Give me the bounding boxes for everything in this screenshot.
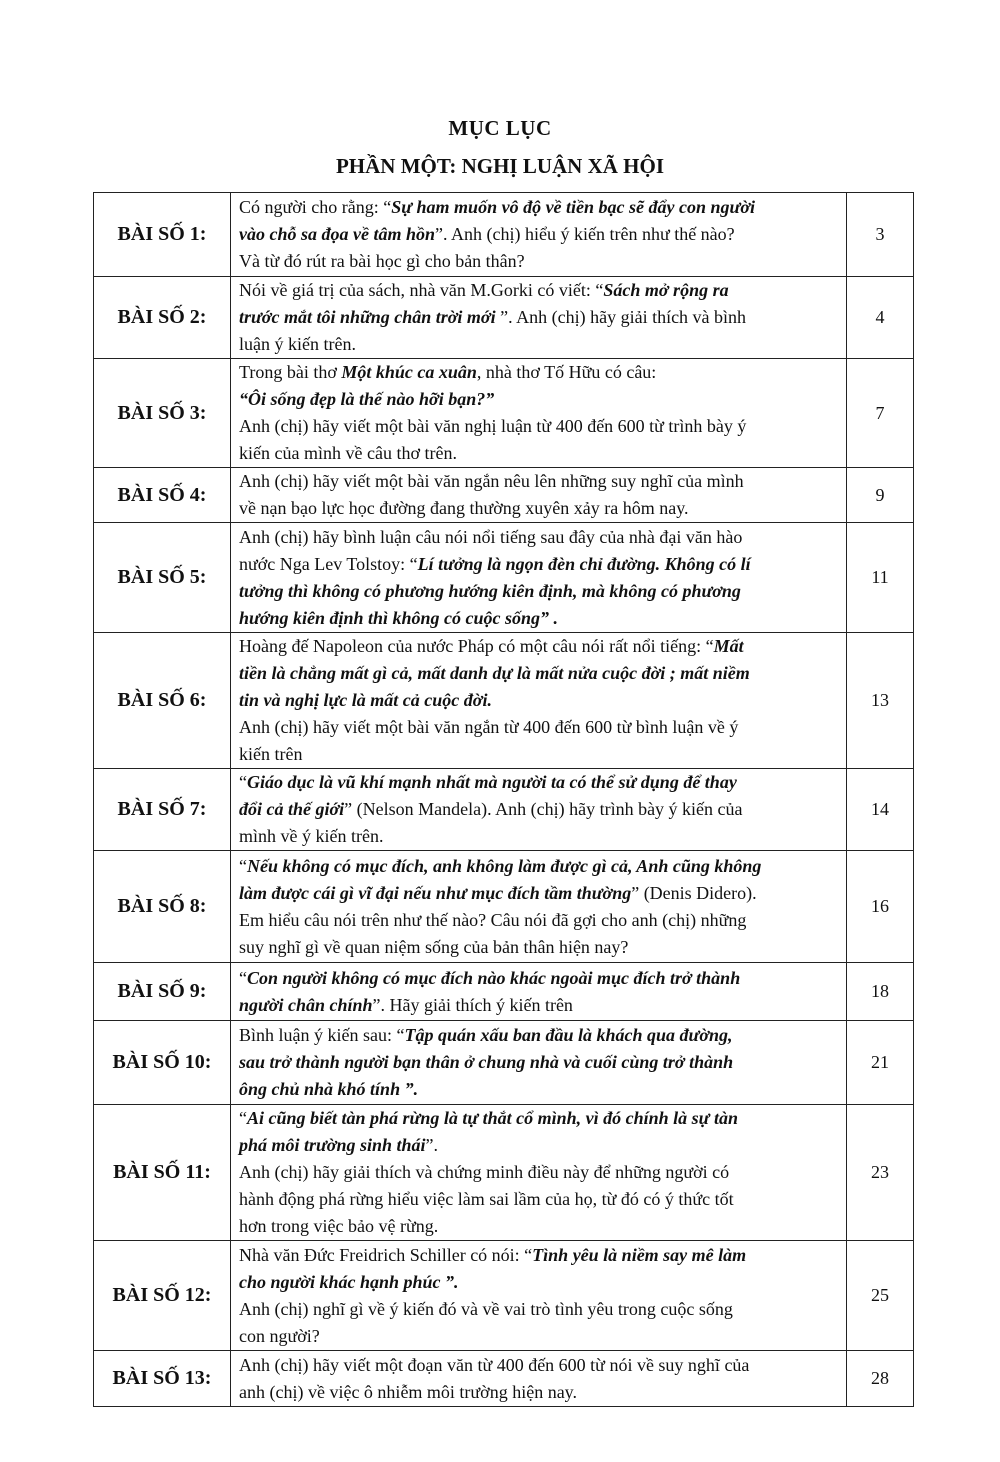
prompt-text: Và từ đó rút ra bài học gì cho bản thân? (239, 251, 525, 271)
prompt-line (239, 965, 838, 992)
prompt-line (239, 524, 838, 551)
page-number: 25 (847, 1241, 914, 1351)
prompt-text: Anh (chị) hãy bình luận câu nói nổi tiếng sau đây của nhà đại văn hào (239, 526, 743, 547)
page-number: 11 (847, 523, 914, 633)
exercise-label: BÀI SỐ 6: (94, 633, 231, 769)
prompt-line (239, 331, 838, 358)
quote-text: làm được cái gì vĩ đại nếu như mục đích tầm thường (239, 882, 632, 903)
toc-row (94, 359, 914, 468)
exercise-label: BÀI SỐ 12: (94, 1241, 231, 1351)
prompt-text: Bình luận ý kiến sau: “ (239, 1025, 405, 1045)
prompt-text: Trong bài thơ (239, 362, 342, 382)
page-number: 16 (847, 851, 914, 963)
toc-row (94, 1021, 914, 1105)
toc-row (94, 1105, 914, 1241)
exercise-label: BÀI SỐ 4: (94, 468, 231, 523)
prompt-text: Nhà văn Đức Freidrich Schiller có nói: “ (239, 1244, 533, 1265)
page-number: 7 (847, 359, 914, 468)
prompt-text: ”. Anh (chị) hãy giải thích và bình (495, 307, 747, 327)
prompt-line (239, 194, 838, 221)
prompt-line (239, 880, 838, 907)
prompt-line (239, 853, 838, 880)
page-number: 23 (847, 1105, 914, 1241)
quote-text: Sách mở rộng ra (603, 280, 729, 300)
prompt-line (239, 1379, 838, 1406)
toc-row (94, 277, 914, 359)
exercise-prompt (231, 277, 847, 359)
quote-text: Ôi sống đẹp là thế nào hỡi bạn? (248, 389, 486, 409)
prompt-line (239, 796, 838, 823)
prompt-line (239, 1132, 838, 1159)
prompt-text: ” (Nelson Mandela). Anh (chị) hãy trình bày ý kiến của (344, 799, 743, 819)
toc-row (94, 963, 914, 1021)
prompt-line (239, 248, 838, 275)
prompt-text: mình về ý kiến trên. (239, 826, 384, 846)
exercise-label: BÀI SỐ 11: (94, 1105, 231, 1241)
prompt-line (239, 304, 838, 331)
prompt-text: kiến của mình về câu thơ trên. (239, 443, 457, 463)
prompt-line (239, 277, 838, 304)
prompt-line (239, 687, 838, 714)
exercise-prompt (231, 1105, 847, 1241)
quote-text: “ (239, 389, 248, 409)
prompt-line (239, 1159, 838, 1186)
exercise-prompt (231, 851, 847, 963)
page-number: 21 (847, 1021, 914, 1105)
prompt-text: ”. Anh (chị) hiểu ý kiến trên như thế nào? (435, 224, 735, 244)
prompt-text: Hoàng đế Napoleon của nước Pháp có một câu nói rất nổi tiếng: “ (239, 636, 714, 656)
prompt-text: Nói về giá trị của sách, nhà văn M.Gorki có viết: “ (239, 280, 604, 300)
prompt-text: suy nghĩ gì về quan niệm sống của bản thân hiện nay? (239, 936, 629, 957)
prompt-text: “ (239, 772, 247, 792)
prompt-text: Anh (chị) hãy viết một bài văn ngắn từ 400 đến 600 từ bình luận về ý (239, 717, 739, 737)
prompt-text: Anh (chị) hãy viết một bài văn nghị luận từ 400 đến 600 từ trình bày ý (239, 416, 747, 436)
toc-row (94, 468, 914, 523)
prompt-line (239, 1105, 838, 1132)
prompt-line (239, 440, 838, 467)
prompt-line (239, 1049, 838, 1076)
exercise-label: BÀI SỐ 5: (94, 523, 231, 633)
quote-text: phá môi trường sinh thái (239, 1135, 426, 1155)
quote-text: ” . (540, 607, 559, 628)
page-number: 4 (847, 277, 914, 359)
quote-text: Lí tưởng là ngọn đèn chỉ đường. Không có lí (417, 553, 751, 574)
prompt-text: về nạn bạo lực học đường đang thường xuyên xảy ra hôm nay. (239, 498, 689, 518)
prompt-text: nước Nga Lev Tolstoy: “ (239, 553, 418, 574)
prompt-line (239, 907, 838, 934)
page-title: MỤC LỤC (448, 116, 552, 140)
quote-text: hướng kiên định thì không có cuộc sống (239, 607, 541, 628)
quote-text: Con người không có mục đích nào khác ngoài mục đích trở thành (247, 967, 741, 988)
quote-text: Sự ham muốn vô độ về tiền bạc sẽ đẩy con người (391, 197, 755, 217)
prompt-text: , nhà thơ Tố Hữu có câu: (476, 362, 657, 382)
prompt-text: Anh (chị) nghĩ gì về ý kiến đó và về vai trò tình yêu trong cuộc sống (239, 1298, 733, 1319)
prompt-line (239, 660, 838, 687)
toc-row (94, 193, 914, 277)
prompt-line (239, 823, 838, 850)
quote-text: Giáo dục là vũ khí mạnh nhất mà người ta có thể sử dụng để thay (247, 772, 737, 792)
prompt-text: hành động phá rừng hiểu việc làm sai lầm của họ, từ đó có ý thức tốt (239, 1189, 734, 1209)
prompt-line (239, 741, 838, 768)
quote-text: ” (485, 389, 495, 409)
toc-row (94, 633, 914, 769)
exercise-label: BÀI SỐ 9: (94, 963, 231, 1021)
prompt-text: luận ý kiến trên. (239, 334, 356, 354)
page-number: 14 (847, 769, 914, 851)
exercise-label: BÀI SỐ 1: (94, 193, 231, 277)
prompt-text: anh (chị) về việc ô nhiễm môi trường hiện nay. (239, 1381, 578, 1402)
prompt-line (239, 359, 838, 386)
quote-text: Tập quán xấu ban đầu là khách qua đường, (404, 1025, 733, 1045)
page-number: 3 (847, 193, 914, 277)
prompt-text: “ (239, 855, 247, 876)
exercise-prompt (231, 193, 847, 277)
quote-text: người chân chính (239, 994, 373, 1015)
exercise-prompt (231, 523, 847, 633)
exercise-label: BÀI SỐ 13: (94, 1351, 231, 1407)
toc-row (94, 1241, 914, 1351)
exercise-label: BÀI SỐ 7: (94, 769, 231, 851)
toc-row (94, 851, 914, 963)
prompt-line (239, 714, 838, 741)
exercise-prompt (231, 769, 847, 851)
quote-text: tiền là chẳng mất gì cả, mất danh dự là mất nửa cuộc đời ; mất niềm (239, 663, 750, 683)
prompt-line (239, 1076, 838, 1103)
quote-text: . (487, 690, 492, 710)
exercise-prompt (231, 1351, 847, 1407)
prompt-text: con người? (239, 1325, 320, 1346)
prompt-line (239, 221, 838, 248)
exercise-prompt (231, 963, 847, 1021)
page-number: 13 (847, 633, 914, 769)
prompt-text: ”. (425, 1135, 439, 1155)
prompt-text: hơn trong việc bảo vệ rừng. (239, 1216, 439, 1236)
quote-text: Tình yêu là niềm say mê làm (532, 1244, 747, 1265)
prompt-line (239, 578, 838, 605)
prompt-text: Anh (chị) hãy giải thích và chứng minh điều này để những người có (239, 1162, 730, 1182)
exercise-label: BÀI SỐ 3: (94, 359, 231, 468)
prompt-line (239, 1323, 838, 1350)
prompt-text: “ (239, 1108, 247, 1128)
quote-text: trước mắt tôi những chân trời mới (239, 307, 496, 327)
prompt-text: ” (Denis Didero). (631, 882, 757, 903)
prompt-line (239, 495, 838, 522)
prompt-line (239, 1242, 838, 1269)
prompt-line (239, 1352, 838, 1379)
exercise-label: BÀI SỐ 2: (94, 277, 231, 359)
quote-text: ”. (400, 1079, 419, 1099)
prompt-line (239, 413, 838, 440)
prompt-line (239, 1186, 838, 1213)
toc-row (94, 769, 914, 851)
exercise-prompt (231, 633, 847, 769)
quote-text: Mất (713, 636, 744, 656)
prompt-line (239, 633, 838, 660)
exercise-prompt (231, 1021, 847, 1105)
quote-text: Ai cũng biết tàn phá rừng là tự thắt cổ mình, vì đó chính là sự tàn (247, 1108, 738, 1128)
quote-text: ”. (440, 1271, 459, 1292)
toc-row (94, 523, 914, 633)
prompt-line (239, 1213, 838, 1240)
prompt-line (239, 1296, 838, 1323)
prompt-text: Anh (chị) hãy viết một bài văn ngắn nêu lên những suy nghĩ của mình (239, 471, 744, 491)
page-number: 9 (847, 468, 914, 523)
prompt-line (239, 605, 838, 632)
exercise-prompt (231, 359, 847, 468)
prompt-text: ”. Hãy giải thích ý kiến trên (372, 994, 573, 1015)
prompt-line (239, 769, 838, 796)
prompt-line (239, 1022, 838, 1049)
prompt-line (239, 468, 838, 495)
page-number: 28 (847, 1351, 914, 1407)
prompt-text: kiến trên (239, 744, 303, 764)
quote-text: tưởng thì không có phương hướng kiên định, mà không có phương (239, 580, 741, 601)
page-number: 18 (847, 963, 914, 1021)
exercise-label: BÀI SỐ 8: (94, 851, 231, 963)
quote-text: đổi cả thế giới (239, 799, 345, 819)
prompt-line (239, 551, 838, 578)
quote-text: Nếu không có mục đích, anh không làm được gì cả, Anh cũng không (247, 855, 762, 876)
section-title: PHẦN MỘT: NGHỊ LUẬN XÃ HỘI (335, 154, 665, 178)
quote-text: vào chỗ sa đọa về tâm hồn (239, 224, 435, 244)
quote-text: sau trở thành người bạn thân ở chung nhà và cuối cùng trở thành (239, 1052, 734, 1072)
quote-text: cho người khác hạnh phúc (239, 1271, 441, 1292)
prompt-line (239, 934, 838, 961)
quote-text: tin và nghị lực là mất cả cuộc đời (239, 690, 488, 710)
exercise-label: BÀI SỐ 10: (94, 1021, 231, 1105)
quote-text: Một khúc ca xuân (341, 362, 477, 382)
prompt-line (239, 1269, 838, 1296)
exercise-prompt (231, 468, 847, 523)
prompt-text: Em hiểu câu nói trên như thế nào? Câu nói đã gợi cho anh (chị) những (239, 909, 747, 930)
quote-text: ông chủ nhà khó tính (239, 1079, 401, 1099)
prompt-line (239, 992, 838, 1019)
toc-table (93, 192, 914, 1407)
exercise-prompt (231, 1241, 847, 1351)
prompt-text: Anh (chị) hãy viết một đoạn văn từ 400 đến 600 từ nói về suy nghĩ của (239, 1354, 750, 1375)
prompt-line (239, 386, 838, 413)
prompt-text: Có người cho rằng: “ (239, 197, 392, 217)
prompt-text: “ (239, 967, 247, 988)
toc-row (94, 1351, 914, 1407)
